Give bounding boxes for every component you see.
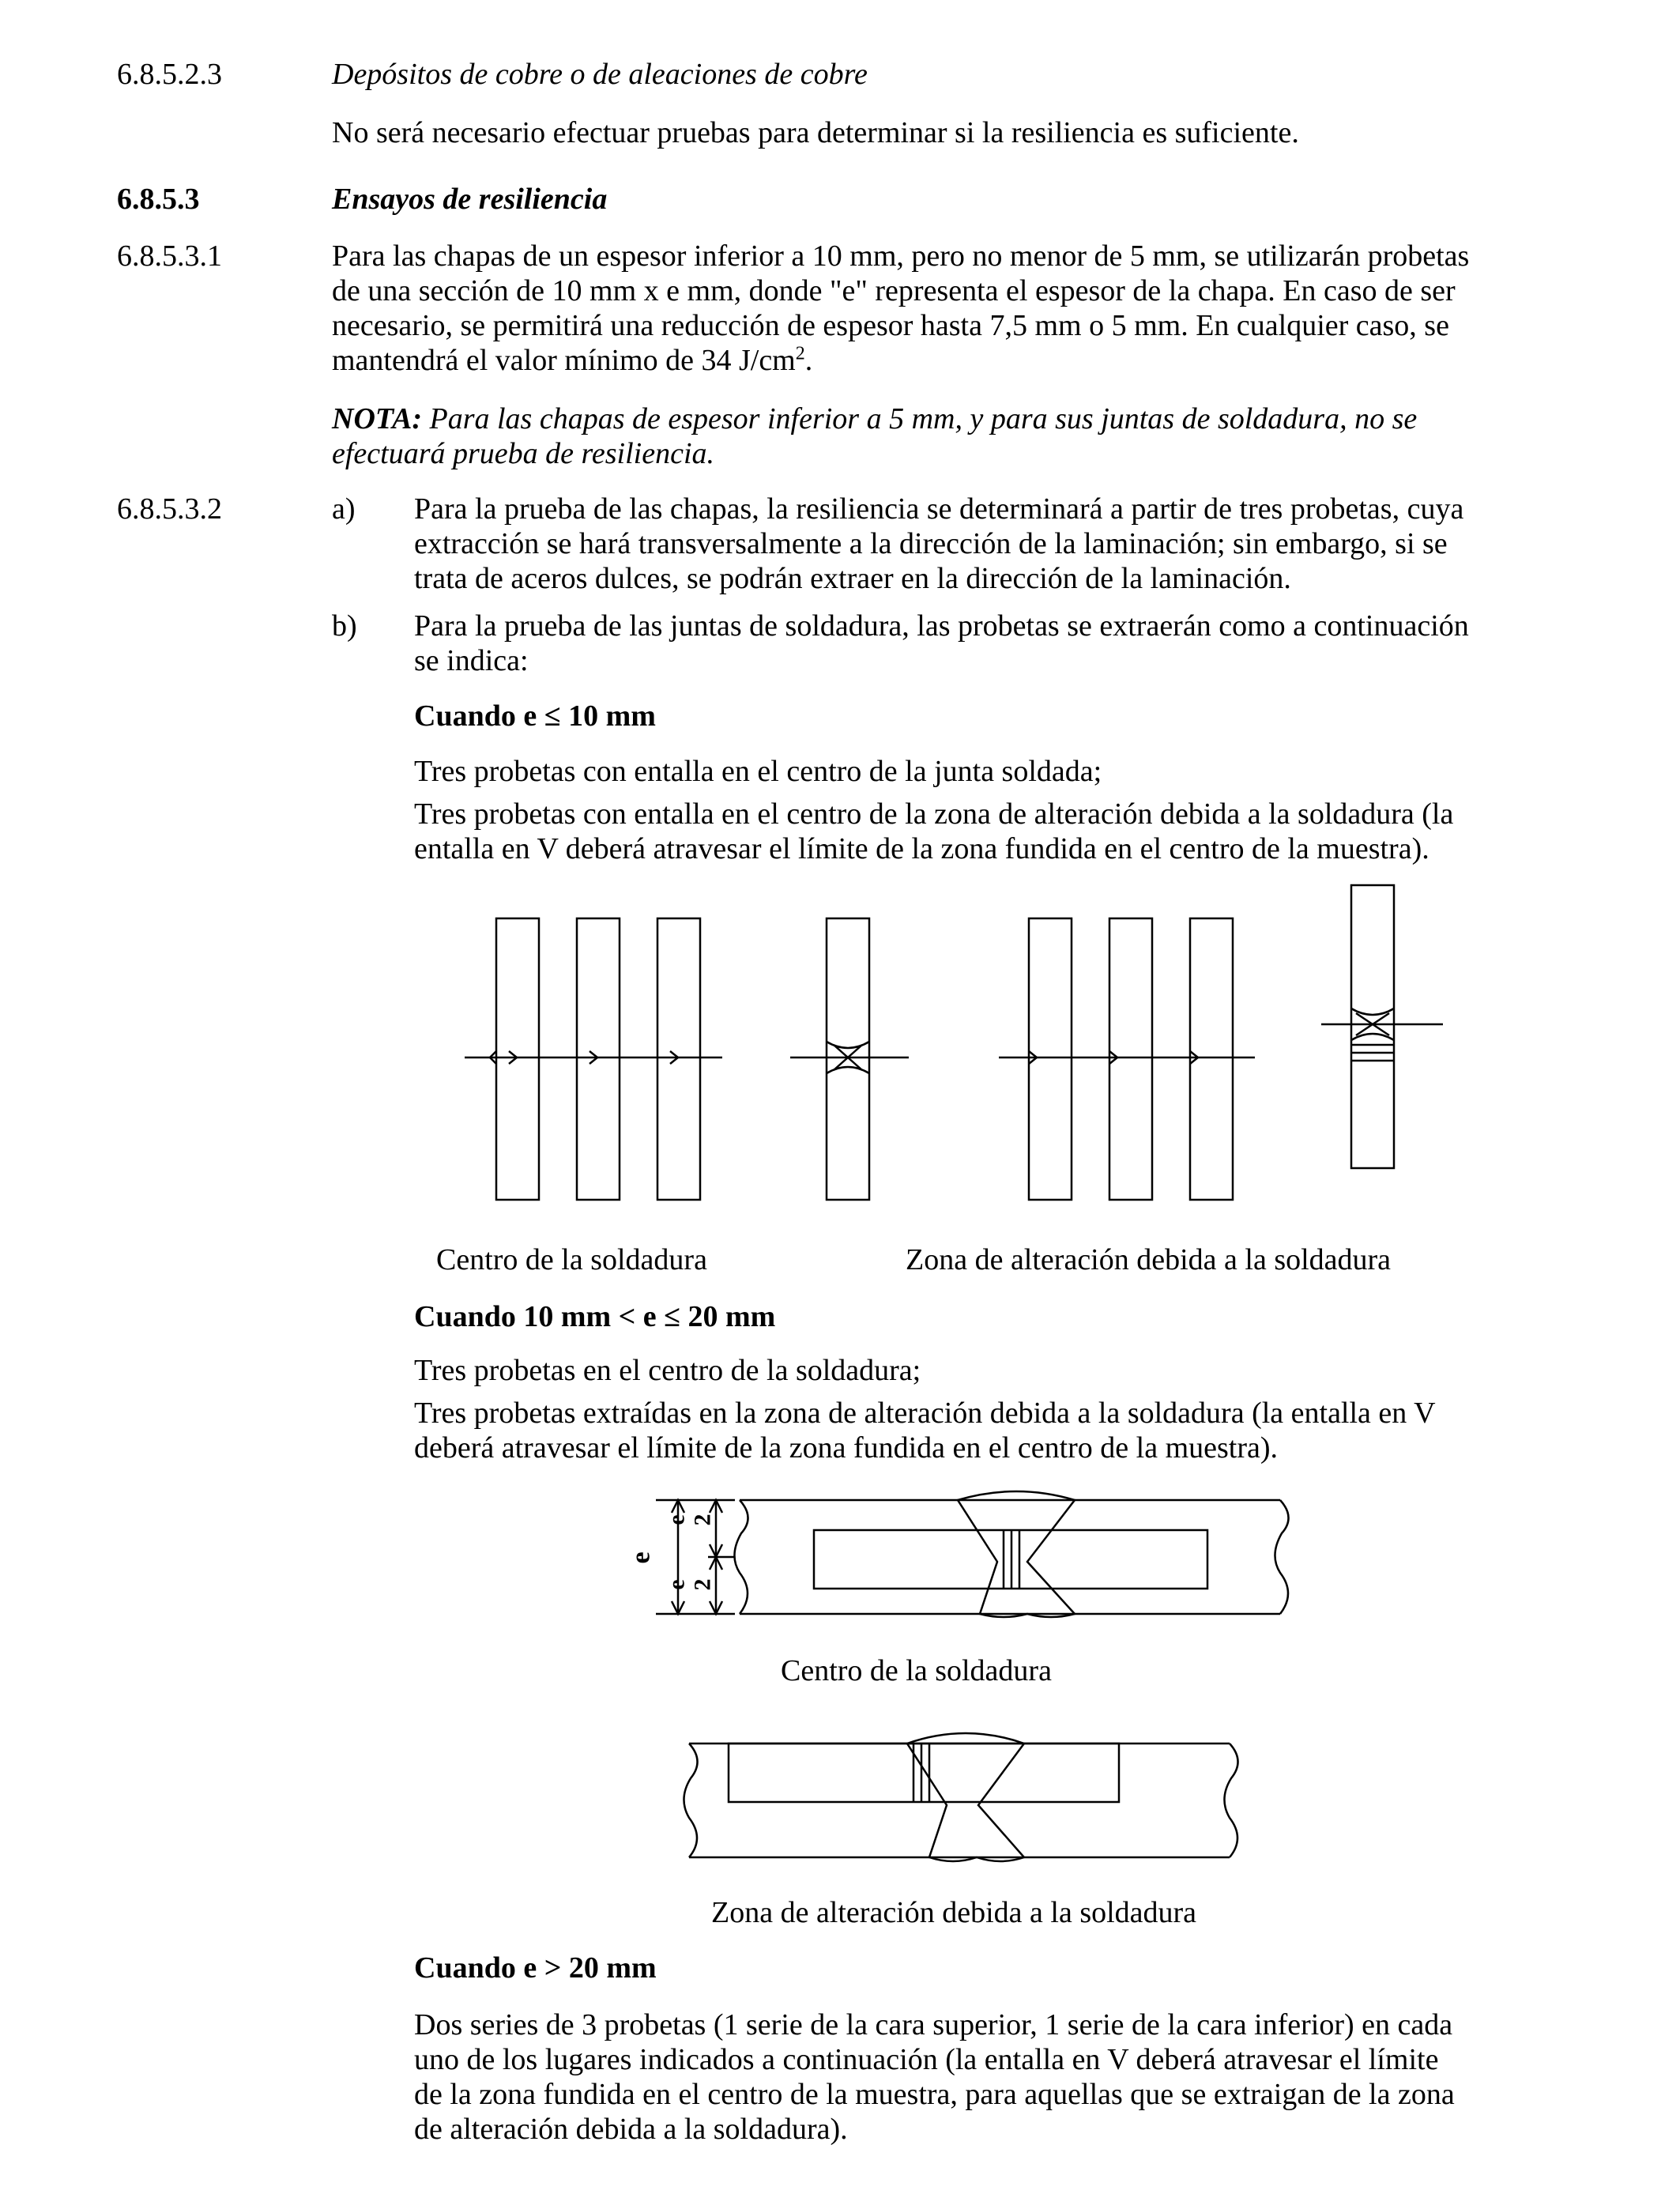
section-number: 6.8.5.3.1 bbox=[117, 239, 222, 273]
specimen-bar-haz bbox=[1351, 885, 1394, 1168]
paragraph-line: Dos series de 3 probetas (1 serie de la cara superior, 1 serie de la cara inferior) en cada bbox=[414, 2008, 1453, 2041]
specimen-bar bbox=[496, 918, 539, 1200]
paragraph-line bbox=[332, 343, 812, 378]
paragraph-line: Para las chapas de un espesor inferior a 10 mm, pero no menor de 5 mm, se utilizarán probetas bbox=[332, 239, 1470, 273]
weld-shape bbox=[958, 1491, 1075, 1617]
specimen-bar bbox=[657, 918, 700, 1200]
break-line bbox=[734, 1500, 748, 1614]
break-line bbox=[1275, 1500, 1288, 1614]
section-title: Depósitos de cobre o de aleaciones de cobre bbox=[332, 58, 868, 91]
paragraph-line: Tres probetas extraídas en la zona de alteración debida a la soldadura (la entalla en V bbox=[414, 1397, 1436, 1430]
specimen-bar-weld bbox=[827, 918, 869, 1200]
paragraph-line: uno de los lugares indicados a continuación (la entalla en V deberá atravesar el límite bbox=[414, 2043, 1439, 2076]
paragraph-line: necesario, se permitirá una reducción de espesor hasta 7,5 mm o 5 mm. En cualquier caso, se bbox=[332, 309, 1449, 342]
specimen-bar bbox=[1029, 918, 1072, 1200]
case-heading: Cuando e > 20 mm bbox=[414, 1951, 657, 1985]
dim-label-half-e: e bbox=[663, 1514, 690, 1525]
figure-caption: Centro de la soldadura bbox=[781, 1654, 1052, 1687]
break-line bbox=[1224, 1744, 1237, 1857]
section-number: 6.8.5.3 bbox=[117, 183, 200, 216]
list-item-line: extracción se hará transversalmente a la dirección de la laminación; sin embargo, si se bbox=[414, 527, 1448, 560]
paragraph-line: deberá atravesar el límite de la zona fundida en el centro de la muestra). bbox=[414, 1431, 1279, 1465]
list-item-line: Para la prueba de las juntas de soldadura, las probetas se extraerán como a continuación bbox=[414, 609, 1469, 643]
figure-caption: Centro de la soldadura bbox=[436, 1243, 707, 1276]
dim-label-half-e: e bbox=[663, 1579, 690, 1590]
dim-label-two: 2 bbox=[689, 1514, 716, 1526]
period: . bbox=[804, 344, 813, 377]
case-heading: Cuando 10 mm < e ≤ 20 mm bbox=[414, 1300, 776, 1333]
paragraph-line: Tres probetas con entalla en el centro de la junta soldada; bbox=[414, 755, 1102, 788]
dim-label-two: 2 bbox=[689, 1578, 716, 1591]
paragraph-line: de una sección de 10 mm x e mm, donde "e" representa el espesor de la chapa. En caso de ser bbox=[332, 274, 1456, 307]
case-heading: Cuando e ≤ 10 mm bbox=[414, 699, 656, 733]
specimen-bar bbox=[1109, 918, 1152, 1200]
superscript: 2 bbox=[795, 343, 805, 364]
paragraph-line: Tres probetas en el centro de la soldadura; bbox=[414, 1354, 921, 1387]
paragraph-line: Tres probetas con entalla en el centro de la zona de alteración debida a la soldadura (la bbox=[414, 797, 1454, 831]
specimen-rect bbox=[814, 1530, 1207, 1589]
weld-shape bbox=[907, 1733, 1024, 1861]
paragraph-line: de alteración debida a la soldadura). bbox=[414, 2113, 848, 2146]
list-item-line: trata de aceros dulces, se podrán extraer en la dirección de la laminación. bbox=[414, 562, 1291, 595]
break-line bbox=[684, 1744, 697, 1857]
weld-shape bbox=[1351, 1008, 1394, 1040]
note-line: efectuará prueba de resiliencia. bbox=[332, 437, 715, 470]
section-title: Ensayos de resiliencia bbox=[332, 183, 608, 216]
specimen-rect bbox=[729, 1744, 1119, 1802]
list-item-line: se indica: bbox=[414, 644, 529, 677]
paragraph: No será necesario efectuar pruebas para determinar si la resiliencia es suficiente. bbox=[332, 116, 1299, 149]
paragraph-line: entalla en V deberá atravesar el límite de la zona fundida en el centro de la muestra). bbox=[414, 832, 1430, 865]
specimen-bar bbox=[577, 918, 620, 1200]
figure-caption: Zona de alteración debida a la soldadura bbox=[711, 1896, 1197, 1929]
specimen-bar bbox=[1190, 918, 1233, 1200]
note-label: NOTA: bbox=[332, 402, 422, 435]
paragraph-text: mantendrá el valor mínimo de 34 J/cm bbox=[332, 344, 796, 377]
section-number: 6.8.5.2.3 bbox=[117, 58, 222, 91]
list-marker: b) bbox=[332, 609, 357, 643]
paragraph-line: de la zona fundida en el centro de la muestra, para aquellas que se extraigan de la zona bbox=[414, 2078, 1455, 2111]
list-marker: a) bbox=[332, 492, 356, 526]
weld-shape bbox=[827, 1042, 869, 1073]
section-number: 6.8.5.3.2 bbox=[117, 492, 222, 526]
figure-caption: Zona de alteración debida a la soldadura bbox=[906, 1243, 1392, 1276]
list-item-line: Para la prueba de las chapas, la resiliencia se determinará a partir de tres probetas, cuya bbox=[414, 492, 1464, 526]
dim-label-e: e bbox=[626, 1551, 656, 1564]
note-text: Para las chapas de espesor inferior a 5 mm, y para sus juntas de soldadura, no se bbox=[429, 402, 1418, 435]
note-line bbox=[332, 401, 1417, 436]
